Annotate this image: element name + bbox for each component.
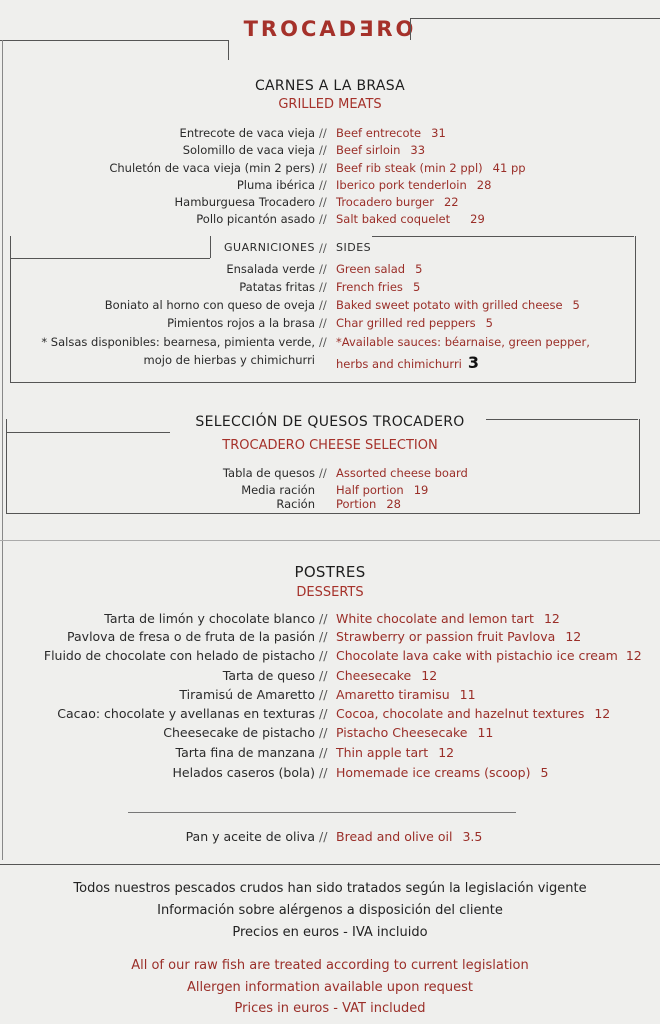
item-name-en: Assorted cheese board <box>336 466 468 480</box>
item-name-es: Cheesecake de pistacho <box>163 725 315 740</box>
item-price: 12 <box>565 629 582 644</box>
item-price: 5 <box>412 280 421 294</box>
item-price: 29 <box>470 212 485 226</box>
item-name-es: Pollo picantón asado <box>196 212 315 226</box>
menu-item <box>0 143 660 161</box>
desserts-divider <box>128 812 516 813</box>
header-rule-left <box>0 40 228 41</box>
item-separator: // <box>319 178 327 192</box>
item-separator: // <box>319 280 327 294</box>
menu-item <box>0 725 660 745</box>
bread-item <box>0 829 660 849</box>
item-separator: // <box>319 335 327 349</box>
item-separator: // <box>319 706 328 721</box>
section-title-sides-es: GUARNICIONES <box>224 241 315 254</box>
menu-item <box>0 280 660 298</box>
header-rule-right-drop <box>410 18 411 40</box>
item-name-es: Hamburguesa Trocadero <box>174 195 315 209</box>
item-name-es: Tarta de queso <box>222 668 315 683</box>
item-name-en: Cocoa, chocolate and hazelnut textures 12 <box>336 706 611 721</box>
item-price: 28 <box>476 178 492 192</box>
sauces-note-en-line2: herbs and chimichurri 3 <box>336 353 480 372</box>
item-name-es: Pavlova de fresa o de fruta de la pasión <box>67 629 315 644</box>
item-separator: // <box>319 212 327 226</box>
item-name-en: Chocolate lava cake with pistachio ice cream 12 <box>336 648 642 663</box>
menu-item <box>0 765 660 785</box>
item-name-es: Fluido de chocolate con helado de pistacho <box>43 648 315 663</box>
item-name-es: Tarta de limón y chocolate blanco <box>104 611 315 626</box>
item-price: 11 <box>477 725 494 740</box>
item-price: 22 <box>443 195 459 209</box>
menu-item <box>0 745 660 765</box>
item-name-es: Helados caseros (bola) <box>172 765 315 780</box>
item-separator: // <box>319 241 327 255</box>
item-separator: // <box>319 765 328 780</box>
item-price: 41 pp <box>492 161 526 175</box>
menu-item <box>0 611 660 631</box>
item-price: 12 <box>438 745 455 760</box>
item-name-es: Boniato al horno con queso de oveja <box>104 298 315 312</box>
item-separator: // <box>319 611 328 626</box>
restaurant-logo: TROCADƎRO <box>243 17 417 41</box>
item-price: 12 <box>421 668 438 683</box>
item-name-es: Pluma ibérica <box>236 178 315 192</box>
menu-item <box>0 262 660 280</box>
item-name-es: Tiramisú de Amaretto <box>179 687 315 702</box>
item-name-en: Iberico pork tenderloin 28 <box>336 178 492 192</box>
sauces-note-es-line2: mojo de hierbas y chimichurri <box>143 353 315 367</box>
item-separator: // <box>319 648 328 663</box>
sides-box-top-rule <box>372 236 634 237</box>
item-separator: // <box>319 161 327 175</box>
item-name-en: Portion 28 <box>336 497 401 511</box>
item-separator: // <box>319 829 328 844</box>
item-separator: // <box>319 668 328 683</box>
cheese-box-top-left-rule <box>6 432 170 433</box>
item-price: 19 <box>413 483 429 497</box>
item-name-en: Salt baked coquelet 29 <box>336 212 485 226</box>
header-rule-right <box>410 18 660 19</box>
menu-item <box>0 178 660 196</box>
item-name-es: Tabla de quesos <box>222 466 315 480</box>
section-title-grilled-en: GRILLED MEATS <box>278 97 382 112</box>
menu-item <box>0 298 660 316</box>
item-name-en: Strawberry or passion fruit Pavlova 12 <box>336 629 582 644</box>
note-prices-es: Precios en euros - IVA incluido <box>232 925 428 940</box>
item-separator: // <box>319 745 328 760</box>
menu-item <box>0 466 660 484</box>
item-name-es: Pan y aceite de oliva <box>185 829 315 844</box>
divider <box>0 540 660 541</box>
item-name-en: Char grilled red peppers 5 <box>336 316 493 330</box>
item-price: 33 <box>410 143 426 157</box>
note-allergens-en: Allergen information available upon request <box>186 980 474 995</box>
item-separator: // <box>319 298 327 312</box>
item-name-en: Homemade ice creams (scoop) 5 <box>336 765 549 780</box>
note-raw-fish-es: Todos nuestros pescados crudos han sido tratados según la legislación vigente <box>73 881 587 896</box>
menu-item <box>0 629 660 649</box>
item-price: 12 <box>594 706 611 721</box>
item-separator: // <box>319 143 327 157</box>
header-rule-left-drop <box>228 40 229 60</box>
sauces-note-en-line1: *Available sauces: béarnaise, green pepper, <box>336 335 590 349</box>
menu-item <box>0 195 660 213</box>
item-price: 5 <box>415 262 423 276</box>
menu-item <box>0 668 660 688</box>
item-name-en: Thin apple tart 12 <box>336 745 455 760</box>
item-separator: // <box>319 725 328 740</box>
item-separator: // <box>319 262 327 276</box>
menu-item <box>0 316 660 334</box>
item-name-en: Trocadero burger 22 <box>336 195 459 209</box>
item-name-en: Beef rib steak (min 2 ppl) 41 pp <box>336 161 526 175</box>
item-separator: // <box>319 687 328 702</box>
menu-item <box>0 648 660 668</box>
item-name-es: Ración <box>276 497 315 511</box>
item-name-es: Ensalada verde <box>226 262 315 276</box>
item-name-en: Bread and olive oil 3.5 <box>336 829 483 844</box>
item-price: 5 <box>572 298 580 312</box>
note-raw-fish-en: All of our raw fish are treated according to current legislation <box>131 958 529 973</box>
item-separator: // <box>319 629 328 644</box>
item-name-es: Media ración <box>241 483 315 497</box>
item-name-en: Beef sirloin 33 <box>336 143 426 157</box>
note-prices-en: Prices in euros - VAT included <box>234 1001 426 1016</box>
menu-item <box>0 706 660 726</box>
item-name-es: Tarta fina de manzana <box>175 745 315 760</box>
section-title-cheese-en: TROCADERO CHEESE SELECTION <box>222 438 438 453</box>
item-name-es: Entrecote de vaca vieja <box>179 126 315 140</box>
item-separator: // <box>319 195 327 209</box>
item-price: 12 <box>625 648 642 663</box>
sauces-note <box>0 335 660 353</box>
menu-item <box>0 497 660 515</box>
footer-divider <box>0 864 660 865</box>
menu-item <box>0 687 660 707</box>
item-price: 5 <box>540 765 549 780</box>
item-price: 31 <box>431 126 446 140</box>
section-title-desserts-es: POSTRES <box>294 563 366 581</box>
item-separator: // <box>319 466 327 480</box>
sauces-price: 3 <box>467 353 480 372</box>
sauces-note-cont <box>0 353 660 371</box>
sides-title <box>0 241 660 259</box>
item-name-es: Solomillo de vaca vieja <box>182 143 315 157</box>
note-allergens-es: Información sobre alérgenos a disposición del cliente <box>157 903 503 918</box>
section-title-cheese-es: SELECCIÓN DE QUESOS TROCADERO <box>195 414 465 430</box>
item-price: 28 <box>386 497 401 511</box>
item-name-es: Cacao: chocolate y avellanas en texturas <box>57 706 315 721</box>
section-title-desserts-en: DESSERTS <box>296 585 364 600</box>
item-name-es: Chuletón de vaca vieja (min 2 pers) <box>109 161 315 175</box>
sauces-note-es-line1: * Salsas disponibles: bearnesa, pimienta verde, <box>41 335 315 349</box>
menu-item <box>0 212 660 230</box>
item-name-en: Beef entrecote 31 <box>336 126 446 140</box>
item-name-en: Amaretto tiramisu 11 <box>336 687 476 702</box>
item-separator: // <box>319 126 327 140</box>
item-name-en: Cheesecake 12 <box>336 668 438 683</box>
menu-item <box>0 161 660 179</box>
item-name-en: French fries 5 <box>336 280 421 294</box>
item-name-es: Pimientos rojos a la brasa <box>167 316 315 330</box>
item-name-en: White chocolate and lemon tart 12 <box>336 611 560 626</box>
item-price: 12 <box>543 611 560 626</box>
item-price: 5 <box>485 316 493 330</box>
menu-item <box>0 126 660 144</box>
section-title-grilled-es: CARNES A LA BRASA <box>254 78 406 94</box>
item-price: 11 <box>459 687 476 702</box>
section-title-sides-en: SIDES <box>336 241 372 254</box>
item-separator: // <box>319 316 327 330</box>
item-price: 3.5 <box>462 829 483 844</box>
item-name-en: Green salad 5 <box>336 262 423 276</box>
item-name-en: Pistacho Cheesecake 11 <box>336 725 494 740</box>
item-name-en: Baked sweet potato with grilled cheese 5 <box>336 298 580 312</box>
item-name-es: Patatas fritas <box>239 280 315 294</box>
item-name-en: Half portion 19 <box>336 483 429 497</box>
